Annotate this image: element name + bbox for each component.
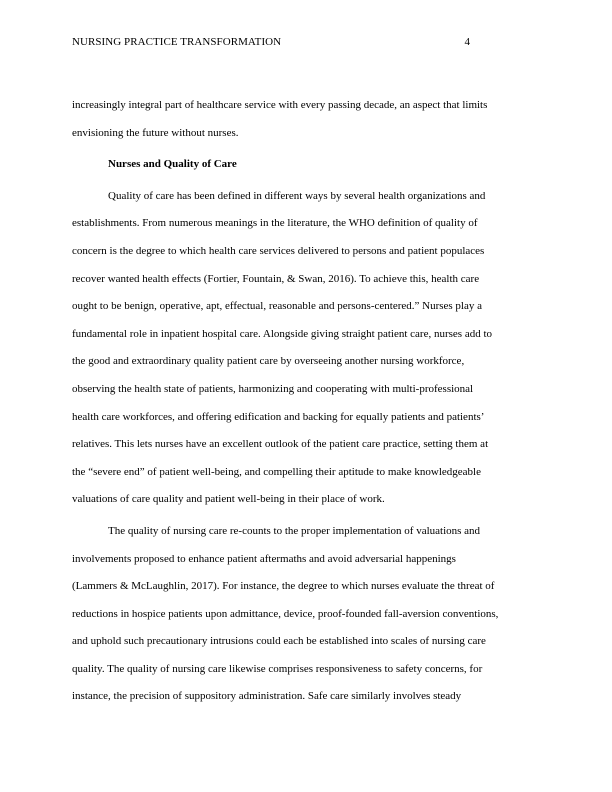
document-body xyxy=(72,92,542,711)
text-line: envisioning the future without nurses. xyxy=(72,126,239,139)
text-line: fundamental role in inpatient hospital care. Alongside giving straight patient care, nurses add to xyxy=(72,327,493,340)
text-line: the good and extraordinary quality patient care by overseeing another nursing workforce, xyxy=(72,355,465,368)
text-line: quality. The quality of nursing care likewise comprises responsiveness to safety concerns, for xyxy=(72,662,483,675)
text-line: concern is the degree to which health care services delivered to persons and patient populaces xyxy=(72,244,485,257)
paragraph-quality-of-care xyxy=(72,183,542,514)
text-line: (Lammers & McLaughlin, 2017). For instance, the degree to which nurses evaluate the threat of xyxy=(72,580,495,593)
header-title: NURSING PRACTICE TRANSFORMATION xyxy=(72,36,282,48)
text-line: health care workforces, and offering edification and backing for equally patients and patients’ xyxy=(72,410,485,423)
text-line: and uphold such precautionary intrusions could each be established into scales of nursing care xyxy=(72,635,486,648)
text-line: relatives. This lets nurses have an excellent outlook of the patient care practice, setting them at xyxy=(72,438,489,451)
text-line: increasingly integral part of healthcare service with every passing decade, an aspect that limits xyxy=(72,99,488,111)
text-line: the “severe end” of patient well-being, and compelling their aptitude to make knowledgeable xyxy=(72,465,481,478)
text-line: ought to be benign, operative, apt, effectual, reasonable and persons-centered.” Nurses play a xyxy=(72,300,482,313)
page-number: 4 xyxy=(464,36,470,48)
paragraph-nursing-care-quality xyxy=(72,518,542,711)
text-line: establishments. From numerous meanings in the literature, the WHO definition of quality of xyxy=(72,217,478,230)
text-line: The quality of nursing care re-counts to the proper implementation of valuations and xyxy=(108,524,481,537)
text-line: valuations of care quality and patient well-being in their place of work. xyxy=(72,493,385,506)
intro-paragraph xyxy=(72,92,542,147)
section-heading: Nurses and Quality of Care xyxy=(108,158,237,171)
text-line: Quality of care has been defined in different ways by several health organizations and xyxy=(108,189,486,202)
text-line: reductions in hospice patients upon admittance, device, proof-founded fall-aversion conventions, xyxy=(72,607,499,620)
text-line: instance, the precision of suppository administration. Safe care similarly involves steady xyxy=(72,690,462,703)
running-header xyxy=(72,34,540,50)
text-line: involvements proposed to enhance patient aftermaths and avoid adversarial happenings xyxy=(72,552,456,565)
text-line: observing the health state of patients, harmonizing and cooperating with multi-professional xyxy=(72,382,474,395)
text-line: recover wanted health effects (Fortier, Fountain, & Swan, 2016). To achieve this, health care xyxy=(72,272,480,285)
